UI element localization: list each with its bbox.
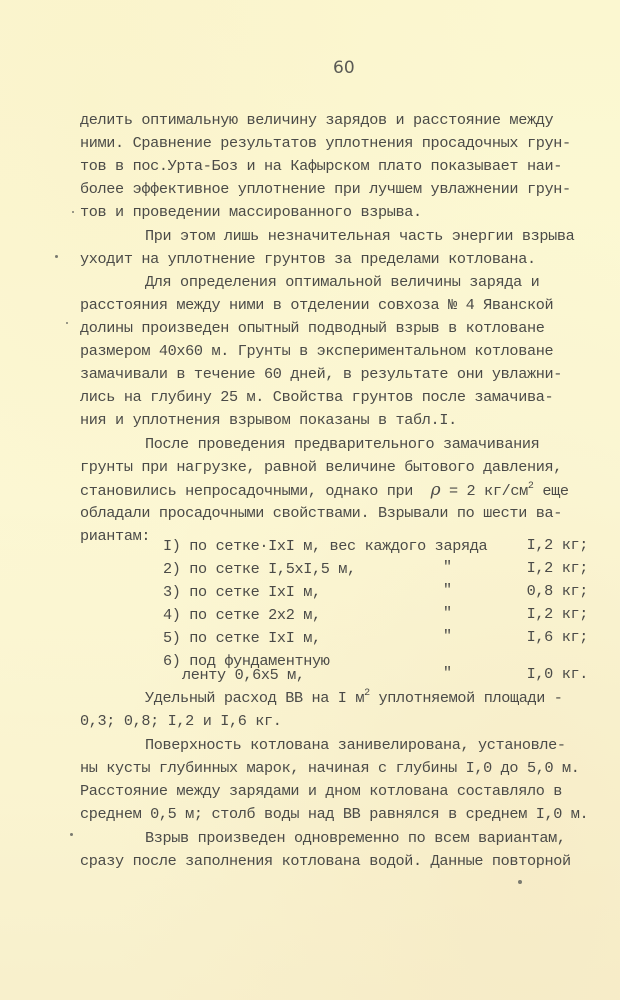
paper-speck xyxy=(518,880,522,884)
variant-value: I,2 кг; xyxy=(526,605,588,623)
text-line: При этом лишь незначительная часть энергии взрыва xyxy=(145,227,575,245)
variant-label: 4) по сетке 2x2 м, xyxy=(163,606,321,624)
variant-value: I,2 кг; xyxy=(526,559,588,577)
paper-speck xyxy=(55,255,58,258)
text-line xyxy=(80,480,569,504)
text-line: Расстояние между зарядами и дном котлована составляло в xyxy=(80,782,563,800)
ditto-mark: " xyxy=(443,582,453,599)
text-line: делить оптимальную величину зарядов и расстояние между xyxy=(80,111,554,129)
text-line: 0,3; 0,8; I,2 и I,6 кг. xyxy=(80,712,282,730)
text-line: тов в пос.Урта-Боз и на Кафырском плато показывает наи- xyxy=(80,157,563,175)
text-line: среднем 0,5 м; столб воды над ВВ равнялся в среднем I,0 м. xyxy=(80,805,589,823)
variant-label: 6) под фундаментную xyxy=(163,652,330,670)
text-line: лись на глубину 25 м. Свойства грунтов после замачива- xyxy=(80,388,554,406)
text-line: ны кусты глубинных марок, начиная с глубины I,0 до 5,0 м. xyxy=(80,759,580,777)
superscript: 2 xyxy=(364,688,370,699)
variant-label: I) по сетке·IxI м, вес каждого заряда xyxy=(163,537,488,555)
text-line: обладали просадочными свойствами. Взрывали по шести ва- xyxy=(80,504,563,522)
ditto-mark: " xyxy=(443,628,453,645)
text-fragment: еще xyxy=(542,482,569,500)
text-line: более эффективное уплотнение при лучшем увлажнении грун- xyxy=(80,180,571,198)
text-fragment: становились непросадочными, однако при xyxy=(80,482,414,500)
pressure-symbol: ρ xyxy=(430,480,441,500)
variant-value: I,6 кг; xyxy=(526,628,588,646)
text-line: После проведения предварительного замачивания xyxy=(145,435,540,453)
text-line: риантам: xyxy=(80,527,151,545)
paper-speck xyxy=(66,322,68,324)
text-line: уходит на уплотнение грунтов за пределами котлована. xyxy=(80,250,536,268)
paper-speck xyxy=(72,211,74,213)
text-line: расстояния между ними в отделении совхоза № 4 Яванской xyxy=(80,296,554,314)
text-line: ния и уплотнения взрывом показаны в табл.I. xyxy=(80,411,457,429)
variant-label: 2) по сетке I,5xI,5 м, xyxy=(163,560,356,578)
page-number: 60 xyxy=(333,58,355,78)
variant-value: I,0 кг. xyxy=(526,665,588,683)
text-line: тов и проведении массированного взрыва. xyxy=(80,203,422,221)
text-line xyxy=(145,688,563,711)
text-line: замачивали в течение 60 дней, в результате они увлажни- xyxy=(80,365,563,383)
text-fragment: = 2 кг/см xyxy=(449,482,528,500)
variant-value: I,2 кг; xyxy=(526,536,588,554)
variant-label: 5) по сетке IxI м, xyxy=(163,629,321,647)
ditto-mark: " xyxy=(443,605,453,622)
variant-value: 0,8 кг; xyxy=(526,582,588,600)
variant-label: 3) по сетке IxI м, xyxy=(163,583,321,601)
ditto-mark: " xyxy=(443,559,453,576)
text-line: Для определения оптимальной величины заряда и xyxy=(145,273,540,291)
text-line: Поверхность котлована занивелирована, установле- xyxy=(145,736,566,754)
ditto-mark: " xyxy=(443,665,453,682)
superscript: 2 xyxy=(527,481,534,492)
text-line: ними. Сравнение результатов уплотнения просадочных грун- xyxy=(80,134,571,152)
paper-speck xyxy=(70,833,73,836)
variant-label-continued: ленту 0,6x5 м, xyxy=(182,666,305,684)
text-line: сразу после заполнения котлована водой. Данные повторной xyxy=(80,852,571,870)
text-line: размером 40х60 м. Грунты в экспериментальном котловане xyxy=(80,342,554,360)
text-line: грунты при нагрузке, равной величине бытового давления, xyxy=(80,458,563,476)
text-line: долины произведен опытный подводный взрыв в котловане xyxy=(80,319,545,337)
text-fragment: уплотняемой площади - xyxy=(378,689,563,707)
text-fragment: Удельный расход ВВ на I м xyxy=(145,689,365,707)
text-line: Взрыв произведен одновременно по всем вариантам, xyxy=(145,829,566,847)
